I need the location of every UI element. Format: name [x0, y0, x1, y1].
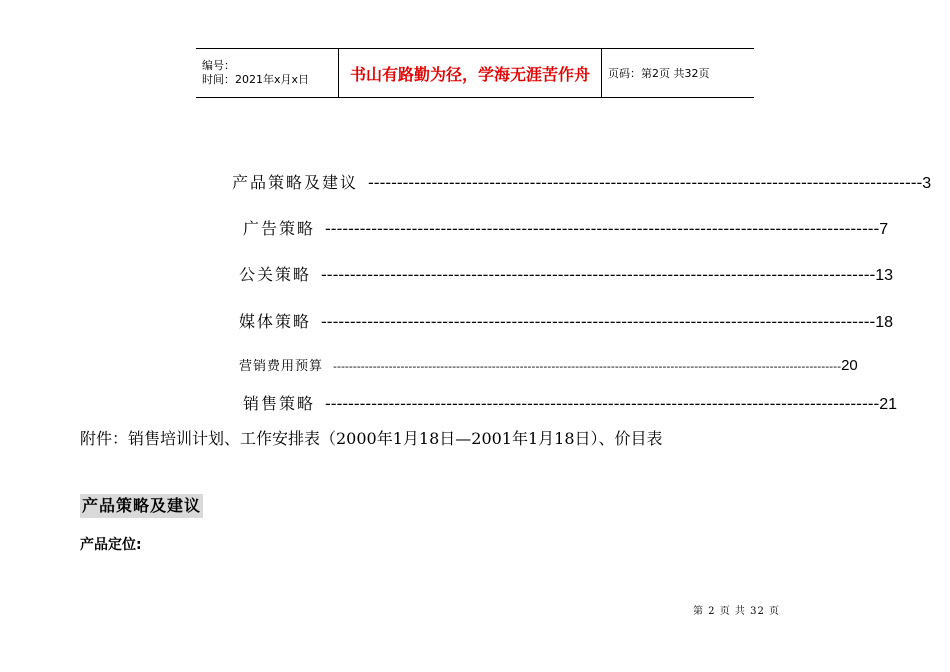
toc-entry-title: 广告策略	[243, 219, 316, 238]
toc-entry-title: 销售策略	[243, 394, 316, 413]
header-page-info	[602, 49, 754, 97]
page-footer: 第 2 页 共 32 页	[693, 606, 780, 617]
toc-entry-ad-strategy[interactable]	[243, 216, 889, 239]
toc-entry-page: 7	[879, 221, 889, 238]
toc-leader: --------------------------------------------------------------------------------------------------------------------------------	[333, 360, 842, 373]
sub-heading: 产品定位:	[80, 537, 142, 553]
toc-entry-sales-strategy[interactable]	[243, 391, 898, 414]
toc-entry-product-strategy[interactable]	[232, 170, 932, 193]
toc-entry-page: 3	[922, 175, 932, 192]
document-date: 时间：2021年x月x日	[202, 73, 310, 86]
toc-entry-title: 媒体策略	[239, 312, 312, 331]
toc-leader: ------------------------------------------------------------------------------------------------	[325, 219, 880, 238]
toc-entry-budget[interactable]	[239, 355, 858, 374]
toc-entry-page: 13	[875, 267, 894, 284]
section-heading: 产品策略及建议	[80, 494, 203, 518]
toc-entry-page: 20	[841, 357, 858, 374]
page-header	[196, 48, 754, 98]
appendix-line: 附件：销售培训计划、工作安排表（2000年1月18日—2001年1月18日）、价目表	[80, 429, 663, 448]
toc-entry-media-strategy[interactable]	[239, 309, 894, 332]
toc-leader: ------------------------------------------------------------------------------------------------	[325, 394, 880, 413]
toc-leader: ------------------------------------------------------------------------------------------------	[368, 173, 923, 192]
document-number-label: 编号：	[202, 59, 235, 72]
toc-entry-title: 产品策略及建议	[232, 173, 359, 192]
toc-entry-title: 公关策略	[239, 265, 312, 284]
toc-entry-page: 21	[879, 396, 898, 413]
page-info-text: 页码：第2页 共32页	[608, 67, 710, 80]
toc-leader: ------------------------------------------------------------------------------------------------	[321, 312, 876, 331]
motto-text: 书山有路勤为径，学海无涯苦作舟	[349, 64, 590, 84]
header-meta	[196, 49, 339, 97]
toc-entry-page: 18	[875, 314, 894, 331]
toc-entry-title: 营销费用预算	[239, 359, 324, 374]
toc-leader: ------------------------------------------------------------------------------------------------	[321, 265, 876, 284]
header-motto	[339, 49, 602, 97]
toc-entry-pr-strategy[interactable]	[239, 262, 894, 285]
